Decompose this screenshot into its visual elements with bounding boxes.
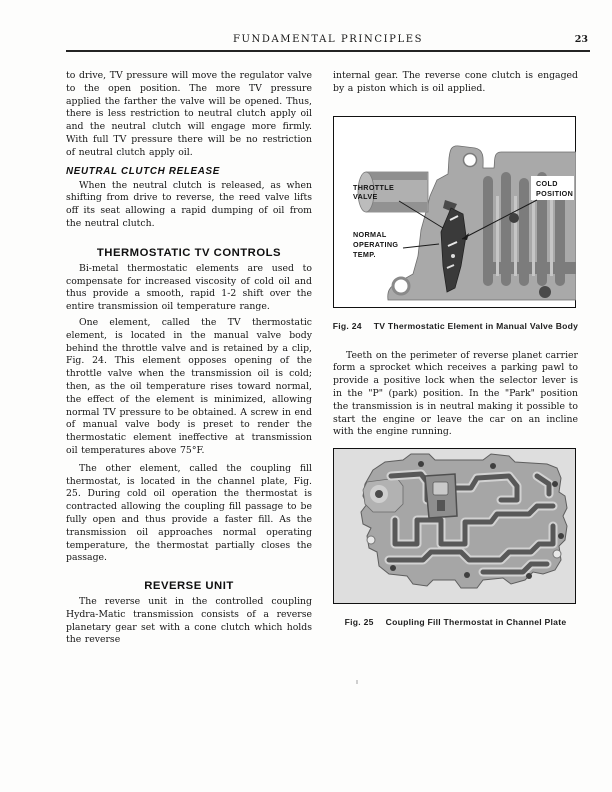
header-rule [66, 50, 590, 52]
plate-left-boss [363, 478, 403, 512]
left-column [66, 70, 312, 647]
figure-24-number: Fig. 24 [332, 320, 362, 331]
casting-tab-hole [464, 153, 477, 166]
label-cold-position-2: POSITION [536, 188, 574, 198]
print-artifact [356, 680, 358, 684]
label-normal-operating-temp-2: OPERATING [353, 239, 399, 249]
figure-25-title: Coupling Fill Thermostat in Channel Plate [385, 617, 567, 628]
bolt-hole [393, 278, 409, 294]
heading-reverse-unit: REVERSE UNIT [144, 580, 234, 593]
label-normal-operating-temp: NORMAL [353, 229, 387, 239]
coupling-fill-thermostat [425, 474, 457, 518]
heading-neutral-clutch-release: NEUTRAL CLUTCH RELEASE [66, 165, 221, 177]
paragraph-tv-pressure: to drive, TV pressure will move the regulator valve to the open position. The more TV pressure applied the farther the valve will be opened. Thus, there is less restriction to neutral clutch apply oil and the neutral clutch will engage more firmly. With full TV pressure there will be no restriction of neutral clutch apply oil. [66, 70, 312, 158]
figure-24-photo [333, 116, 576, 308]
paragraph-coupling-fill: The other element, called the coupling fill thermostat, is located in the channel plate, Fig. 25. During cold oil operation the thermostat is contracted allowing the coupling fill passage to be fully open and thus provide a faster fill. As the transmission oil approaches normal operating temperature, the thermostat partially closes the passage. [66, 462, 312, 564]
paragraph-tv-element: One element, called the TV thermostatic element, is located in the manual valve body behind the throttle valve and is retained by a clip, Fig. 24. This element opposes opening of the throttle valve when the transmission oil is cold; then, as the oil temperature rises toward normal, the effect of the element is minimized, allowing normal TV pressure to be obtained. A screw in end of manual valve body is preset to render the thermostatic element ineffective at transmission oil temperatures above 75°F. [66, 316, 312, 456]
figure-24-caption [333, 321, 578, 331]
paragraph-reverse-unit: The reverse unit in the controlled coupling Hydra-Matic transmission consists of a reverse planetary gear set with a cone clutch which holds the reverse [66, 596, 312, 646]
label-throttle-valve: THROTTLE [353, 182, 395, 192]
label-normal-operating-temp-3: TEMP. [353, 249, 376, 259]
paragraph-park-pawl: Teeth on the perimeter of reverse planet carrier form a sprocket which receives a parking pawl to provide a positive lock when the selector lever is in the "P" (park) position. In the "Park" position the transmission is in neutral making it possible to start the engine or leave the car on an incline with the engine running. [333, 349, 578, 438]
paragraph-neutral-clutch-release: When the neutral clutch is released, as when shifting from drive to reverse, the reed valve lifts off its seat allowing a rapid dumping of oil from the neutral clutch. [66, 179, 312, 229]
right-column [333, 70, 578, 627]
running-title: FUNDAMENTAL PRINCIPLES [232, 34, 424, 45]
figure-25-caption [333, 617, 578, 627]
paragraph-bimetal: Bi-metal thermostatic elements are used to compensate for increased viscosity of cold oil and thus provide a smooth, rapid 1-2 shift over the entire transmission oil temperature range. [66, 262, 312, 313]
figure-25-number: Fig. 25 [344, 617, 374, 628]
heading-thermostatic-tv-controls: THERMOSTATIC TV CONTROLS [96, 246, 282, 259]
running-header [66, 34, 590, 50]
label-throttle-valve-2: VALVE [353, 191, 378, 201]
paragraph-internal-gear: internal gear. The reverse cone clutch is engaged by a piston which is oil applied. [333, 70, 578, 94]
label-cold-position: COLD [536, 178, 558, 188]
page-number: 23 [574, 34, 588, 45]
figure-25-photo [333, 448, 576, 604]
figure-24-title: TV Thermostatic Element in Manual Valve Body [373, 320, 579, 331]
